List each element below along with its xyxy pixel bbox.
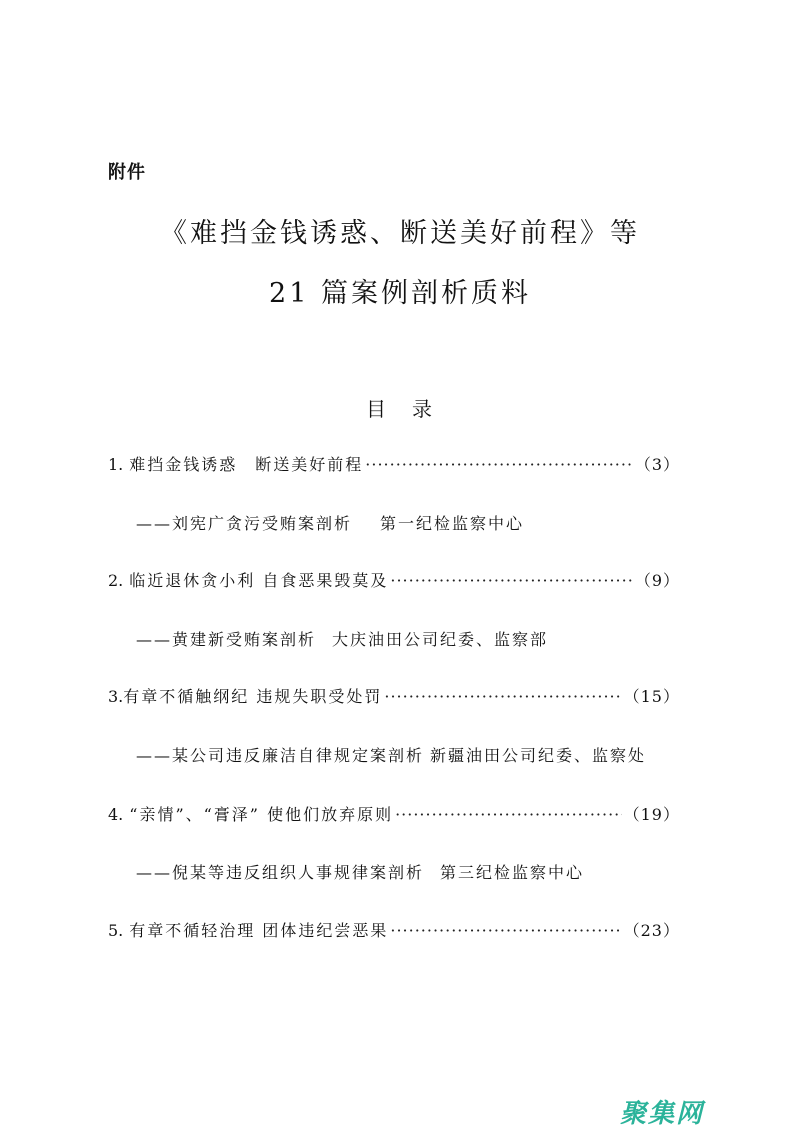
toc-leader-dots (395, 805, 622, 824)
toc-entry-number: 5. (108, 921, 124, 940)
toc-entry-title: “亲情”、“膏泽” 使他们放弃原则 (129, 805, 394, 824)
toc-entry-title: 临近退休贪小利 自食恶果毁莫及 (129, 571, 389, 590)
toc-entry-number: 1. (108, 455, 124, 474)
toc-heading (0, 393, 800, 422)
toc-leader-dots (390, 571, 632, 590)
subtitle-org: 第三纪检监察中心 (440, 863, 585, 882)
toc-entry-page: （19） (623, 805, 680, 824)
subtitle-org: 第一纪检监察中心 (380, 514, 525, 533)
attachment-label: 附件 (108, 162, 146, 183)
toc-entry-page: （3） (634, 455, 680, 474)
toc-entry[interactable] (108, 684, 680, 707)
subtitle-org: 新疆油田公司纪委、监察处 (430, 746, 647, 765)
toc-leader-dots (390, 921, 621, 940)
subtitle-case: ——黄建新受贿案剖析 (136, 630, 317, 649)
toc-entry-subtitle (136, 511, 524, 534)
toc-entry-subtitle (136, 627, 548, 650)
toc-entry-page: （15） (623, 687, 680, 706)
toc-heading-char-1: 目 (366, 397, 388, 421)
document-title-line-1: 《难挡金钱诱惑、断送美好前程》等 (160, 218, 640, 249)
toc-entry[interactable] (108, 802, 680, 825)
toc-entry-number: 2. (108, 571, 124, 590)
toc-heading-char-2: 录 (412, 397, 434, 421)
watermark-logo: 聚集网 (620, 1099, 705, 1129)
subtitle-case: ——某公司违反廉洁自律规定案剖析 (136, 746, 425, 765)
subtitle-case: ——刘宪广贪污受贿案剖析 (136, 514, 353, 533)
toc-entry[interactable] (108, 568, 680, 591)
toc-entry-page: （9） (634, 571, 680, 590)
subtitle-org: 大庆油田公司纪委、监察部 (332, 630, 549, 649)
toc-entry-title: 有章不循触纲纪 违规失职受处罚 (123, 687, 383, 706)
toc-leader-dots (365, 455, 633, 474)
toc-entry-subtitle (136, 860, 584, 883)
toc-leader-dots (384, 687, 621, 706)
toc-entry[interactable] (108, 452, 680, 475)
subtitle-case: ——倪某等违反组织人事规律案剖析 (136, 863, 425, 882)
toc-entry-number: 4. (108, 805, 124, 824)
toc-entry-number: 3. (108, 687, 124, 706)
toc-entry-subtitle (136, 743, 646, 766)
toc-entry[interactable] (108, 918, 680, 941)
document-title-line-2: 21 篇案例剖析质料 (269, 278, 531, 309)
toc-entry-page: （23） (623, 921, 680, 940)
toc-entry-title: 有章不循轻治理 团体违纪尝恶果 (129, 921, 389, 940)
toc-entry-title: 难挡金钱诱惑 断送美好前程 (129, 455, 364, 474)
